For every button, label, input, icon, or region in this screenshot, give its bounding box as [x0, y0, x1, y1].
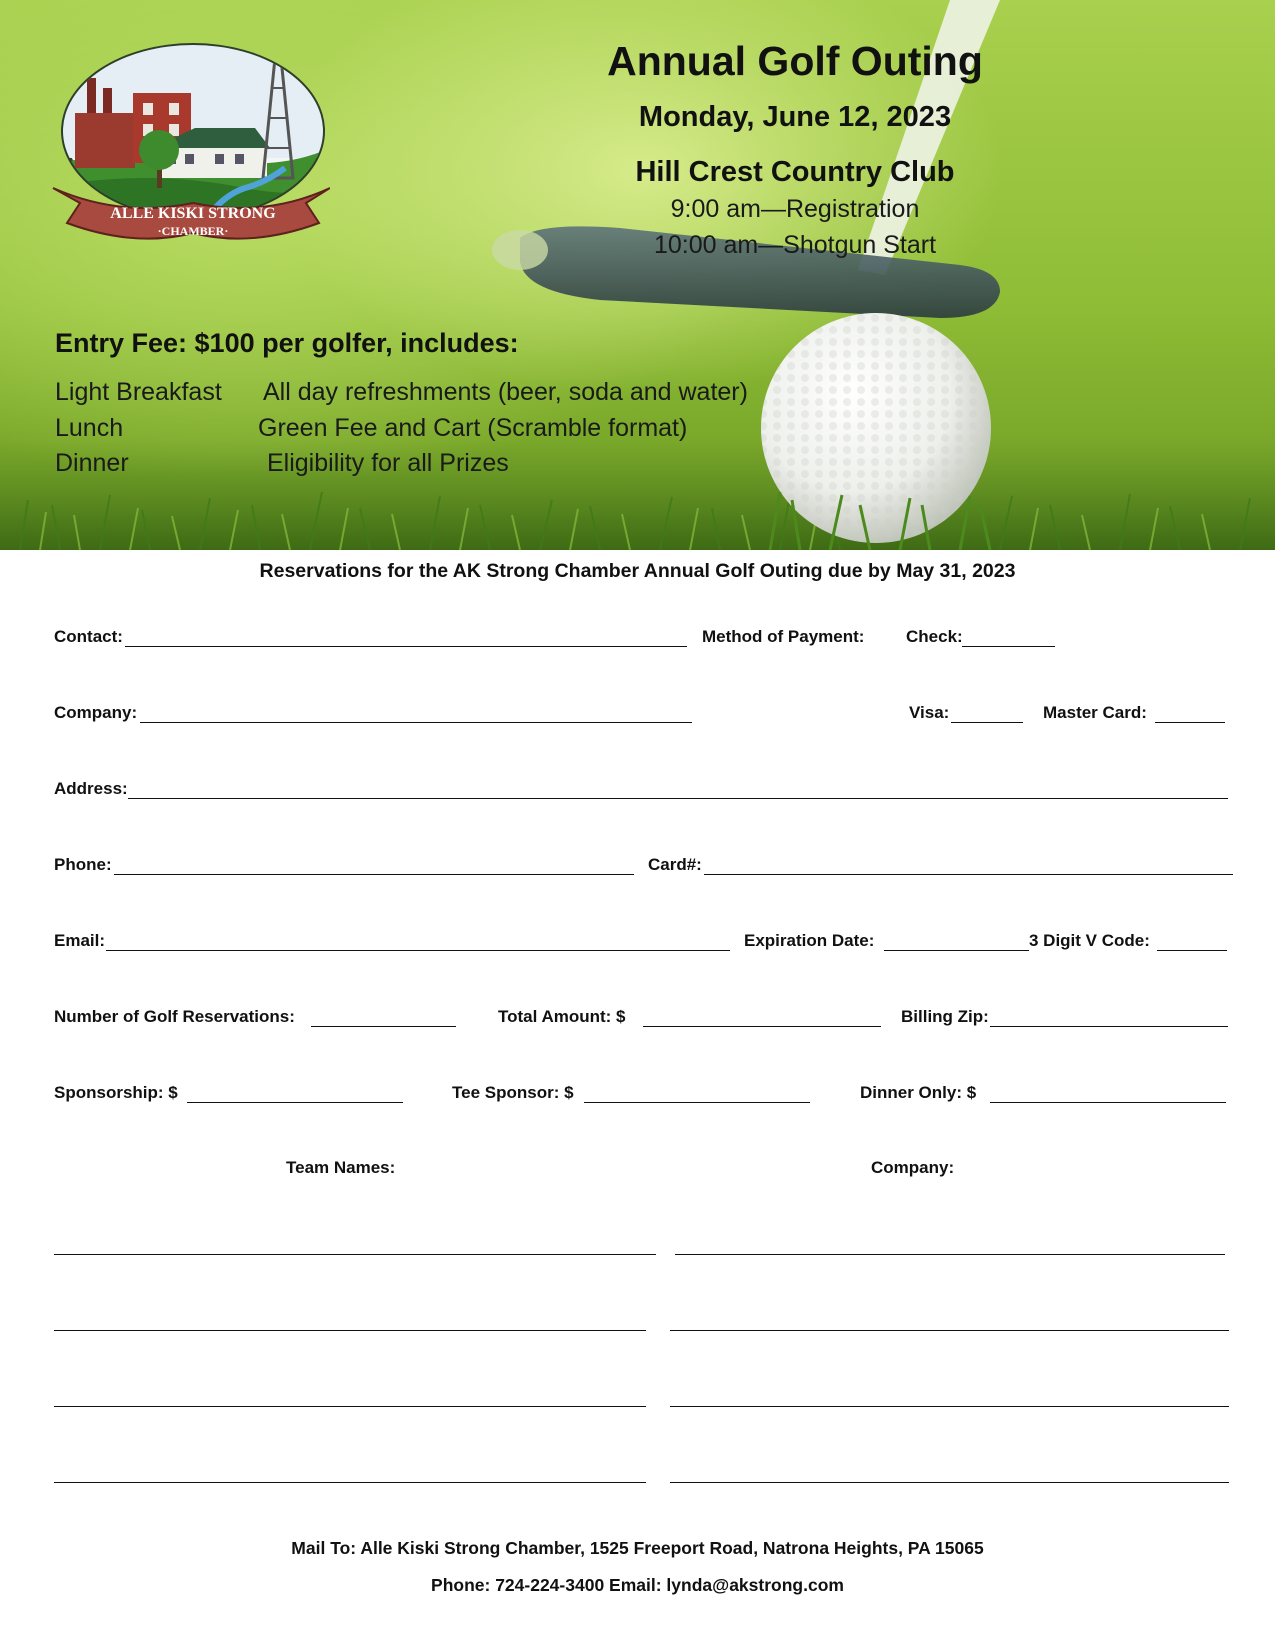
digit-code-label: 3 Digit V Code: [1029, 931, 1150, 950]
method-of-payment-label: Method of Payment: [702, 627, 865, 646]
event-date: Monday, June 12, 2023 [638, 101, 952, 133]
tee-sponsor-field[interactable] [584, 1102, 810, 1103]
reservation-heading: Reservations for the AK Strong Chamber Annual Golf Outing due by May 31, 2023 [259, 560, 1016, 582]
contact-field[interactable] [125, 646, 687, 647]
expiration-date-label: Expiration Date: [744, 931, 875, 950]
team-name-field-3[interactable] [54, 1406, 646, 1407]
total-amount-label: Total Amount: $ [498, 1007, 626, 1026]
digit-code-field[interactable] [1157, 950, 1227, 951]
golf-ball [761, 313, 991, 543]
visa-field[interactable] [951, 722, 1023, 723]
golf-reservations-label: Number of Golf Reservations: [54, 1007, 295, 1026]
billing-zip-field[interactable] [990, 1026, 1228, 1027]
contact-info: Phone: 724-224-3400 Email: lynda@akstrong.com [431, 1575, 844, 1595]
master-card-field[interactable] [1155, 722, 1225, 723]
team-company-label: Company: [871, 1158, 955, 1177]
team-names-label: Team Names: [286, 1158, 396, 1177]
tee-sponsor-label: Tee Sponsor: $ [452, 1083, 574, 1102]
card-number-field[interactable] [704, 874, 1233, 875]
logo-text-line1: ALLE KISKI STRONG [110, 205, 276, 222]
check-field[interactable] [962, 646, 1055, 647]
billing-zip-label: Billing Zip: [901, 1007, 989, 1026]
mail-to-address: Mail To: Alle Kiski Strong Chamber, 1525 Freeport Road, Natrona Heights, PA 15065 [291, 1538, 984, 1558]
event-registration-time: 9:00 am—Registration [670, 195, 920, 223]
entry-fee-heading: Entry Fee: $100 per golfer, includes: [55, 328, 519, 358]
total-amount-field[interactable] [643, 1026, 881, 1027]
contact-label: Contact: [54, 627, 123, 646]
card-number-label: Card#: [648, 855, 702, 874]
visa-label: Visa: [909, 703, 950, 722]
email-field[interactable] [106, 950, 730, 951]
dinner-only-label: Dinner Only: $ [860, 1083, 977, 1102]
chamber-logo [45, 38, 330, 253]
team-name-field-2[interactable] [54, 1330, 646, 1331]
include-light-breakfast: Light Breakfast [55, 378, 222, 406]
phone-field[interactable] [114, 874, 634, 875]
address-label: Address: [54, 779, 128, 798]
include-refreshments: All day refreshments (beer, soda and water) [263, 378, 748, 406]
address-field[interactable] [128, 798, 1228, 799]
include-lunch: Lunch [55, 414, 124, 442]
logo-text-line2: ·CHAMBER· [157, 224, 229, 238]
event-venue: Hill Crest Country Club [635, 156, 955, 188]
team-company-field-1[interactable] [675, 1254, 1225, 1255]
phone-label: Phone: [54, 855, 112, 874]
sponsorship-label: Sponsorship: $ [54, 1083, 178, 1102]
include-prizes: Eligibility for all Prizes [267, 449, 509, 477]
team-name-field-4[interactable] [54, 1482, 646, 1483]
include-green-fee: Green Fee and Cart (Scramble format) [258, 414, 688, 442]
check-label: Check: [906, 627, 963, 646]
include-dinner: Dinner [55, 449, 129, 477]
event-title: Annual Golf Outing [607, 38, 983, 84]
dinner-only-field[interactable] [990, 1102, 1226, 1103]
event-start-time: 10:00 am—Shotgun Start [653, 231, 937, 259]
sponsorship-field[interactable] [187, 1102, 403, 1103]
master-card-label: Master Card: [1043, 703, 1147, 722]
team-company-field-4[interactable] [670, 1482, 1229, 1483]
expiration-date-field[interactable] [884, 950, 1029, 951]
email-label: Email: [54, 931, 106, 950]
team-name-field-1[interactable] [54, 1254, 656, 1255]
company-field[interactable] [140, 722, 692, 723]
team-company-field-3[interactable] [670, 1406, 1229, 1407]
team-company-field-2[interactable] [670, 1330, 1229, 1331]
golf-reservations-field[interactable] [311, 1026, 456, 1027]
event-banner [0, 0, 1275, 550]
company-label: Company: [54, 703, 138, 722]
